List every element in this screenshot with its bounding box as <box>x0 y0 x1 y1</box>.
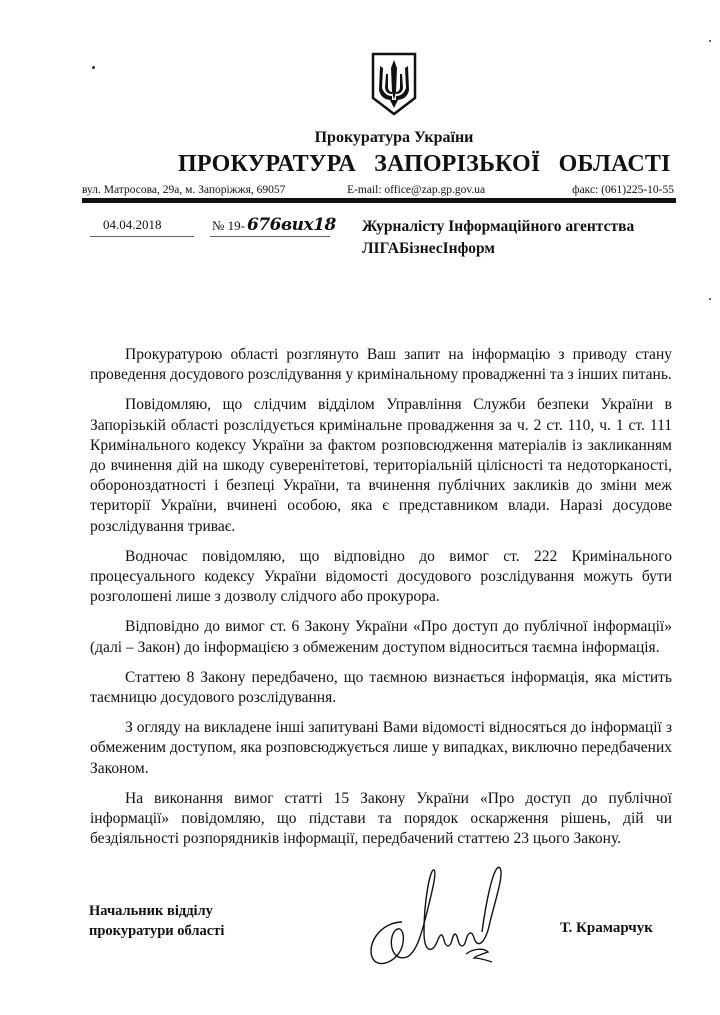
body-paragraph: Статтею 8 Закону передбачено, що таємною визнається інформація, яка містить таємницю досудового розслідування. <box>90 668 672 707</box>
org-fax: факс: (061)225-10-55 <box>572 184 674 196</box>
letter-date: 04.04.2018 <box>103 217 162 232</box>
org-title: ПРОКУРАТУРА ЗАПОРІЗЬКОЇ ОБЛАСТІ <box>178 151 671 177</box>
scan-speck <box>92 66 95 69</box>
contact-line <box>82 184 674 196</box>
registration-number <box>212 215 336 235</box>
coat-of-arms-icon <box>371 52 417 116</box>
parent-org-title: Прокуратура України <box>314 129 474 146</box>
position-line: прокуратури області <box>89 923 225 939</box>
signer-position <box>89 901 224 941</box>
scan-speck <box>709 298 711 300</box>
addressee-line: ЛІГАБізнесІнформ <box>362 240 495 257</box>
date-underline <box>90 236 194 237</box>
letterhead-divider <box>82 198 676 203</box>
body-paragraph: Прокуратурою області розглянуто Ваш запит на інформацію з приводу стану проведення досудового розслідування у кримінальному провадженні та з інших питань. <box>90 346 672 384</box>
addressee-line: Журналісту Інформаційного агентства <box>362 218 635 235</box>
position-line: Начальник відділу <box>89 903 213 919</box>
reg-handwritten: 676вих18 <box>246 215 336 235</box>
body-paragraph: На виконання вимог статті 15 Закону України «Про доступ до публічної інформації» повідомляю, що підстави та порядок оскарження рішень, дій чи бездіяльності розпорядників інформації, передбачений статтею 23 цього Закону. <box>90 789 672 848</box>
body-paragraph: Відповідно до вимог ст. 6 Закону України «Про доступ до публічної інформації» (далі – Закон) до інформацією з обмеженим доступом відноситься таємна інформація. <box>90 618 672 656</box>
body-paragraph: Повідомляю, що слідчим відділом Управління Служби безпеки України в Запорізькій області розслідується кримінальне провадження за ч. 2 ст. 110, ч. 1 ст. 111 Кримінального кодексу України за фактом розповсюдження матеріалів із закликанням до вчинення дій на шкоду суверенітетові, територіальній цілісності та недоторканості, обороноздатності і безпеці України, та вчинення публічних закликів до зміни меж території України, вчинені особою, яка є представником влади. Наразі досудове розслідування триває. <box>90 396 672 535</box>
scan-speck <box>709 40 711 42</box>
org-email: E-mail: office@zap.gp.gov.ua <box>347 184 486 196</box>
letter-body <box>90 345 672 859</box>
addressee <box>362 216 634 260</box>
regno-underline <box>210 236 330 237</box>
org-address: вул. Матросова, 29а, м. Запоріжжя, 69057 <box>82 184 286 196</box>
body-paragraph: З огляду на викладене інші запитувані Вами відомості відносяться до інформації з обмеженим доступом, яка розповсюджується лише у випадках, виключно передбачених Законом. <box>90 719 672 777</box>
handwritten-signature <box>362 862 532 972</box>
body-paragraph: Водночас повідомляю, що відповідно до вимог ст. 222 Кримінального процесуального кодексу України відомості досудового розслідування можуть бути розголошені лише з дозволу слідчого або прокурора. <box>90 547 672 606</box>
reg-prefix: № 19- <box>212 218 245 233</box>
signer-name: Т. Крамарчук <box>560 920 653 936</box>
